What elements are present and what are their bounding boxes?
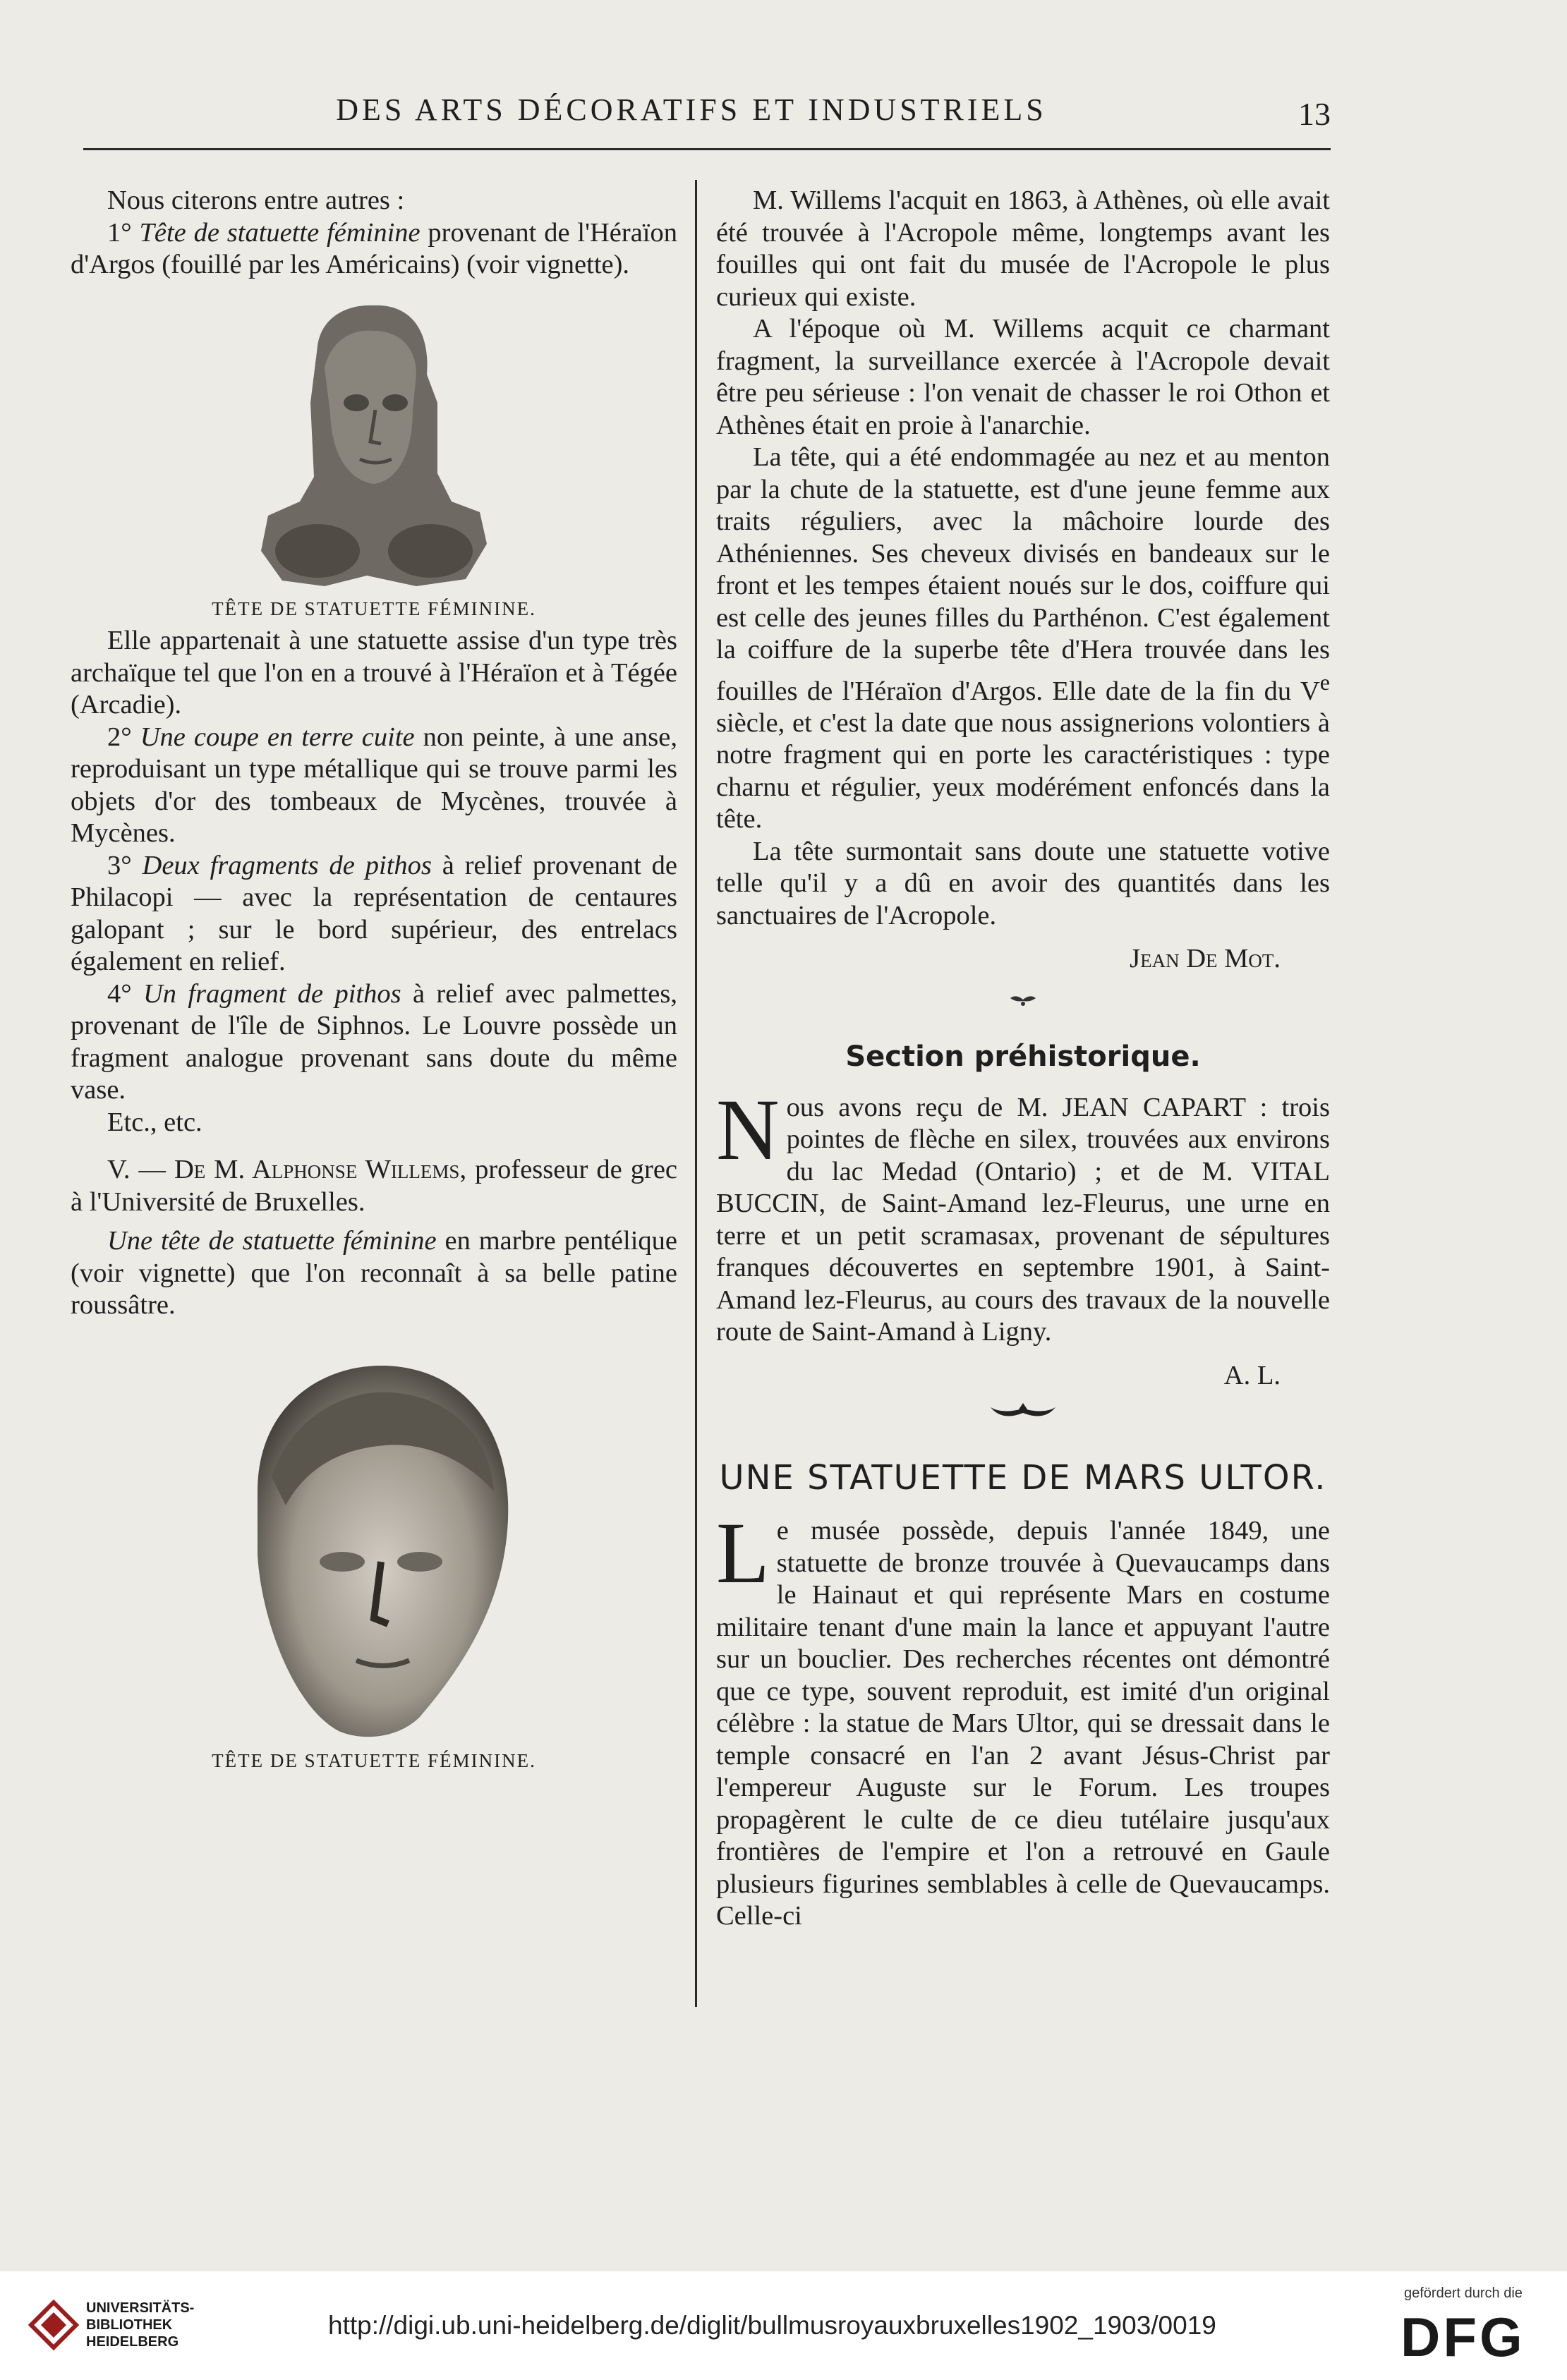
item-1-title: Tête de statuette féminine xyxy=(139,217,421,248)
century-superscript: e xyxy=(1319,669,1330,695)
library-name xyxy=(86,2300,194,2350)
item-4-number: 4° xyxy=(107,978,143,1009)
willems-para-3 xyxy=(716,442,1330,836)
library-logo-icon xyxy=(28,2300,79,2350)
item-3 xyxy=(71,850,677,978)
column-divider xyxy=(695,180,697,2007)
item-1 xyxy=(71,217,677,281)
section-v-text: professeur de grec à l'Université de Bruxelles. xyxy=(71,1155,678,1217)
dropcap-n: N xyxy=(716,1081,780,1178)
dfg-logo: DFG xyxy=(1400,2306,1525,2368)
dropcap-l: L xyxy=(716,1505,770,1602)
section-v xyxy=(71,1154,677,1218)
item-3-text: à relief provenant de Philacopi — avec la représentation de centaures galopant ; sur le bord supérieur, des entrelacs également en relief. xyxy=(71,850,677,976)
marble-head-text: en marbre pentélique (voir vignette) que l'on reconnaît à sa belle patine roussâtre. xyxy=(71,1226,677,1320)
item-2 xyxy=(71,722,677,850)
item-1-number: 1° xyxy=(107,217,140,248)
item-4-title: Un fragment de pithos xyxy=(143,978,401,1009)
willems-para-1: M. Willems l'acquit en 1863, à Athènes, où elle avait été trouvée à l'Acropole même, longtemps avant les fouilles qui ont fait du musée de l'Acropole le plus curieux qui existe. xyxy=(716,186,1330,312)
marble-head-para xyxy=(71,1225,677,1322)
marble-head-title: Une tête de statuette féminine xyxy=(107,1226,437,1256)
figure-2-caption: TÊTE DE STATUETTE FÉMININE. xyxy=(212,1749,536,1771)
page-number: 13 xyxy=(1298,96,1331,132)
etc-line: Etc., etc. xyxy=(107,1107,202,1137)
willems-para-2: A l'époque où M. Willems acquit ce charmant fragment, la surveillance exercée à l'Acropole devait être peu sérieuse : l'on venait de chasser le roi Othon et Athènes était en proie à l'anarchie. xyxy=(716,314,1330,440)
item-3-number: 3° xyxy=(107,850,143,880)
left-column xyxy=(71,185,677,1777)
permalink-url[interactable]: http://digi.ub.uni-heidelberg.de/diglit/bullmusroyauxbruxelles1902_1903/0019 xyxy=(328,2311,1216,2340)
item-4 xyxy=(71,978,677,1107)
figure-marble-head xyxy=(208,1350,540,1745)
item-2-text: non peinte, à une anse, reproduisant un type métallique qui se trouve parmi les objets d'or des tombeaux de Mycènes, trouvée à Mycènes. xyxy=(71,722,677,848)
mars-text: e musée possède, depuis l'année 1849, une statuette de bronze trouvée à Quevaucamps dans le Hainaut et qui représente Mars en costume militaire tenant d'une main la lance et appuyant l'autre sur un bouclier. Des recherches récentes ont démontré que ce type, souvent reproduit, est imité d'un original célèbre : la statue de Mars Ultor, qui se dressait dans le temple consacré en l'an 2 avant Jésus-Christ par l'empereur Auguste sur le Forum. Les troupes propagèrent le culte de ce dieu tutélaire jusqu'aux frontières de l'empire et l'on a retrouvé en Gaule plusieurs figurines semblables à celle de Quevaucamps. Celle-ci xyxy=(716,1516,1330,1931)
item-4-text: à relief avec palmettes, provenant de l'île de Siphnos. Le Louvre possède un fragment analogue provenant sans doute du même vase. xyxy=(71,978,677,1105)
century-numeral: V xyxy=(1300,676,1320,706)
item-1-text: provenant de l'Héraïon d'Argos (fouillé par les Américains) (voir vignette). xyxy=(71,217,677,279)
para-belonged: Elle appartenait à une statuette assise d'un type très archaïque tel que l'on en a trouvé à l'Héraïon et à Tégée (Arcadie). xyxy=(71,626,677,720)
intro-line: Nous citerons entre autres : xyxy=(107,186,405,215)
right-column xyxy=(716,185,1330,1933)
item-2-number: 2° xyxy=(107,722,140,752)
library-line-3: HEIDELBERG xyxy=(86,2334,179,2350)
para-3-continued: siècle, et c'est la date que nous assignerions volontiers à notre fragment qui en porte les caractéristiques : type charnu et régulier, yeux modérément enfoncés dans la tête. xyxy=(716,708,1330,834)
section-v-name: De M. Alphonse Willems, xyxy=(174,1155,467,1184)
article-title: UNE STATUETTE DE MARS ULTOR. xyxy=(719,1457,1327,1498)
fleuron-icon xyxy=(716,983,1330,1015)
item-2-title: Une coupe en terre cuite xyxy=(140,722,415,752)
figure-1-caption: TÊTE DE STATUETTE FÉMININE. xyxy=(212,597,536,619)
willems-para-4: La tête surmontait sans doute une statuette votive telle qu'il y a dû en avoir des quantités dans les sanctuaires de l'Acropole. xyxy=(716,836,1330,930)
signature-al: A. L. xyxy=(1223,1360,1281,1390)
signature-jean-de-mot: Jean De Mot. xyxy=(1130,944,1281,974)
figure-terracotta-head xyxy=(240,290,508,593)
ornament-icon xyxy=(716,1399,1330,1431)
digitization-footer xyxy=(0,2271,1567,2380)
section-title: Section préhistorique. xyxy=(845,1040,1201,1074)
header-rule xyxy=(83,148,1331,150)
item-3-title: Deux fragments de pithos xyxy=(142,850,432,880)
para-3-text: La tête, qui a été endommagée au nez et au menton par la chute de la statuette, est d'une jeune femme aux traits réguliers, avec la mâchoire lourde des Athéniennes. Ses cheveux divisés en bandeaux sur le front et les tempes étaient noués sur le dos, coiffure qui est celle des jeunes filles du Parthénon. C'est également la coiffure de la superbe tête d'Hera trouvée dans les fouilles de l'Héraïon d'Argos. Elle date de la fin du xyxy=(716,442,1330,706)
mars-paragraph xyxy=(716,1505,1330,1933)
prehistoric-paragraph xyxy=(716,1081,1330,1349)
library-line-1: UNIVERSITÄTS- xyxy=(86,2300,195,2316)
prehistoric-text: ous avons reçu de M. JEAN CAPART : trois pointes de flèche en silex, trouvées aux environs du lac Medad (Ontario) ; et de M. VITAL BUCCIN, de Saint-Amand lez-Fleurus, une urne en terre et un petit scramasax, provenant de sépultures franques découvertes en septembre 1901, à Saint-Amand lez-Fleurus, au cours des travaux de la nouvelle route de Saint-Amand à Ligny. xyxy=(716,1092,1330,1347)
library-line-2: BIBLIOTHEK xyxy=(86,2317,173,2333)
running-title: DES ARTS DÉCORATIFS ET INDUSTRIELS xyxy=(336,92,1047,127)
section-v-prefix: V. — xyxy=(107,1155,174,1184)
sponsor-label: gefördert durch die xyxy=(1404,2285,1523,2301)
